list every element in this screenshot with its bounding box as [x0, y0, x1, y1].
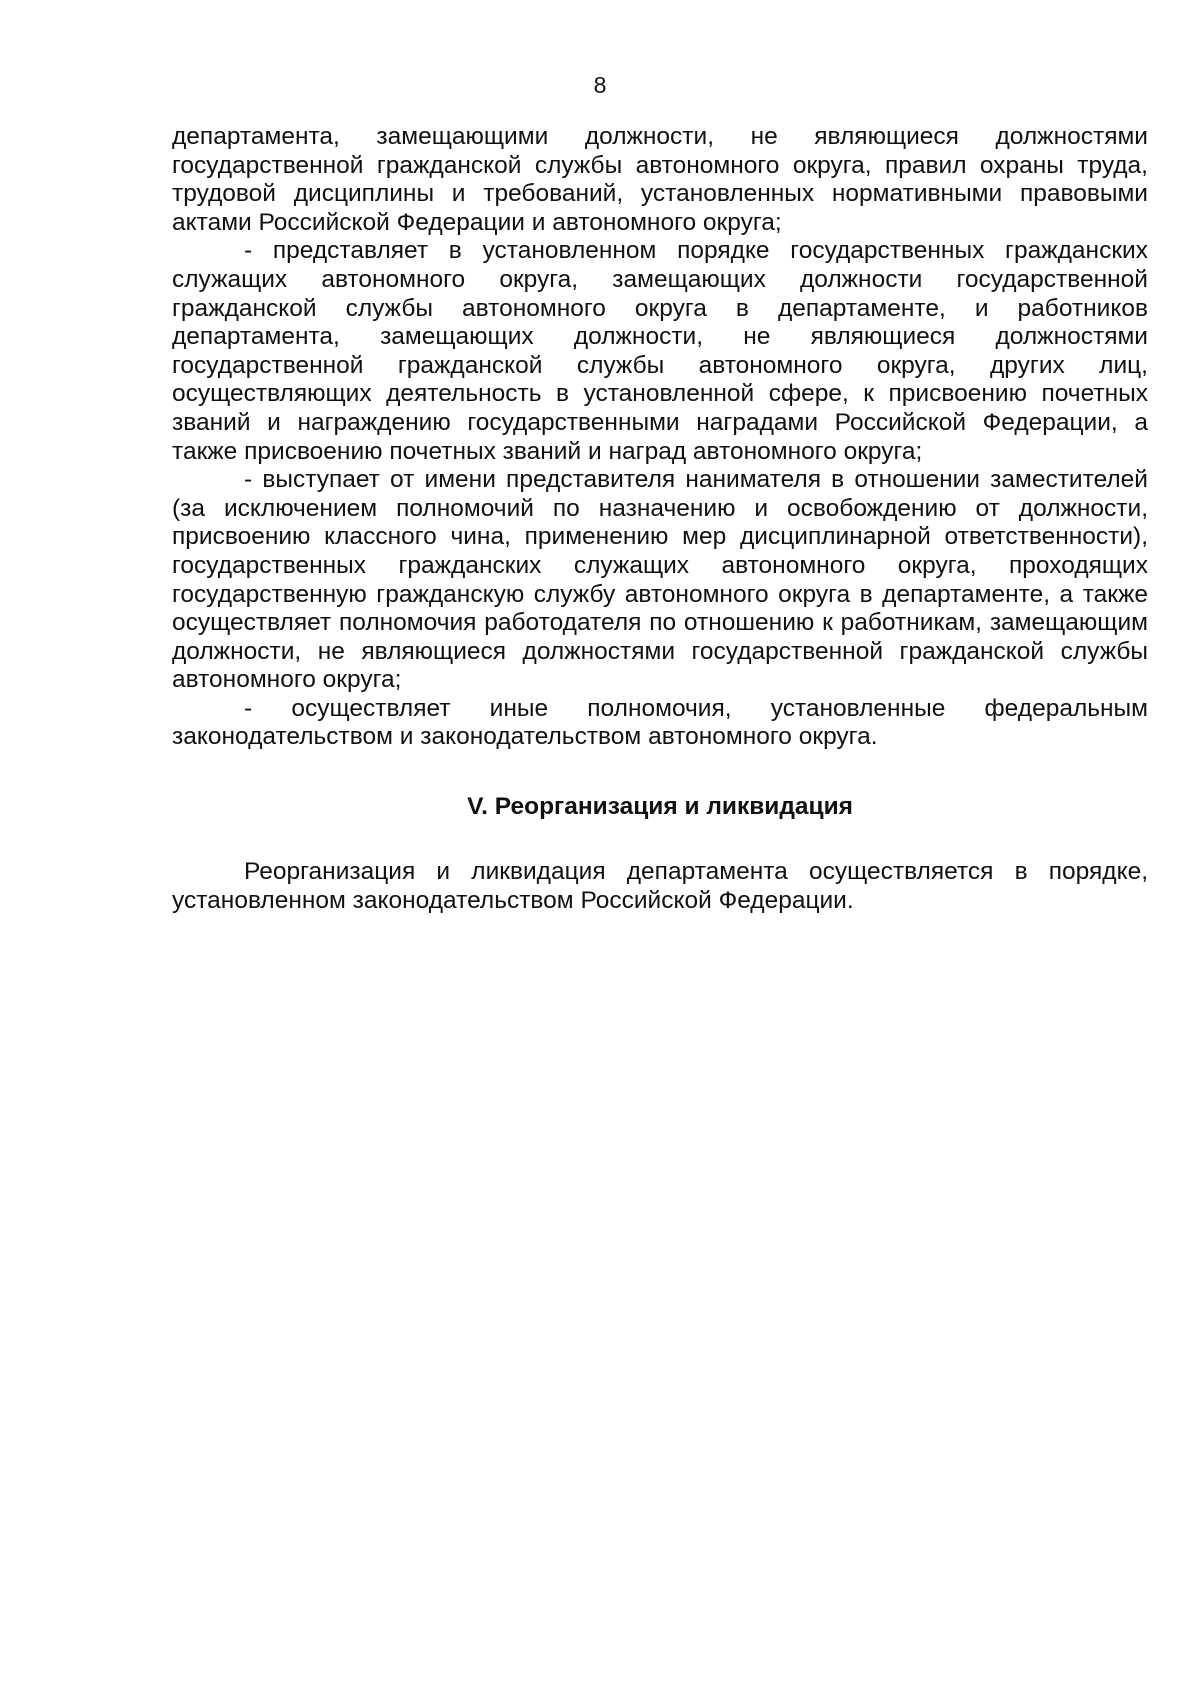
list-item-awards: - представляет в установленном порядке государственных гражданских служащих автономного округа, замещающих должности государственной гражданской службы автономного округа в департаменте, и работников департамента, замещающих должности, не являющиеся должностями государственной гражданской службы автономного округа, других лиц, осуществляющих деятельность в установленной сфере, к присвоению почетных званий и награждению государственными наградами Российской Федерации, а также присвоению почетных званий и наград автономного округа; — [172, 237, 1148, 465]
section-heading: V. Реорганизация и ликвидация — [467, 793, 853, 821]
list-item-employer-powers: - выступает от имени представителя нанимателя в отношении заместителей (за исключением полномочий по назначению и освобождению от должности, присвоению классного чина, применению мер дисциплинарной ответственности), государственных гражданских служащих автономного округа, проходящих государственную гражданскую службу автономного округа в департаменте, а также осуществляет полномочия работодателя по отношению к работникам, замещающим должности, не являющиеся должностями государственной гражданской службы автономного округа; — [172, 466, 1148, 694]
document-body — [172, 123, 1148, 915]
list-item-other-powers: - осуществляет иные полномочия, установленные федеральным законодательством и законодательством автономного округа. — [172, 694, 1148, 751]
page-number: 8 — [593, 72, 607, 98]
section-paragraph: Реорганизация и ликвидация департамента осуществляется в порядке, установленном законодательством Российской Федерации. — [172, 858, 1148, 914]
continued-paragraph: департамента, замещающими должности, не являющиеся должностями государственной гражданской службы автономного округа, правил охраны труда, трудовой дисциплины и требований, установленных нормативными правовыми актами Российской Федерации и автономного округа; — [172, 123, 1148, 236]
